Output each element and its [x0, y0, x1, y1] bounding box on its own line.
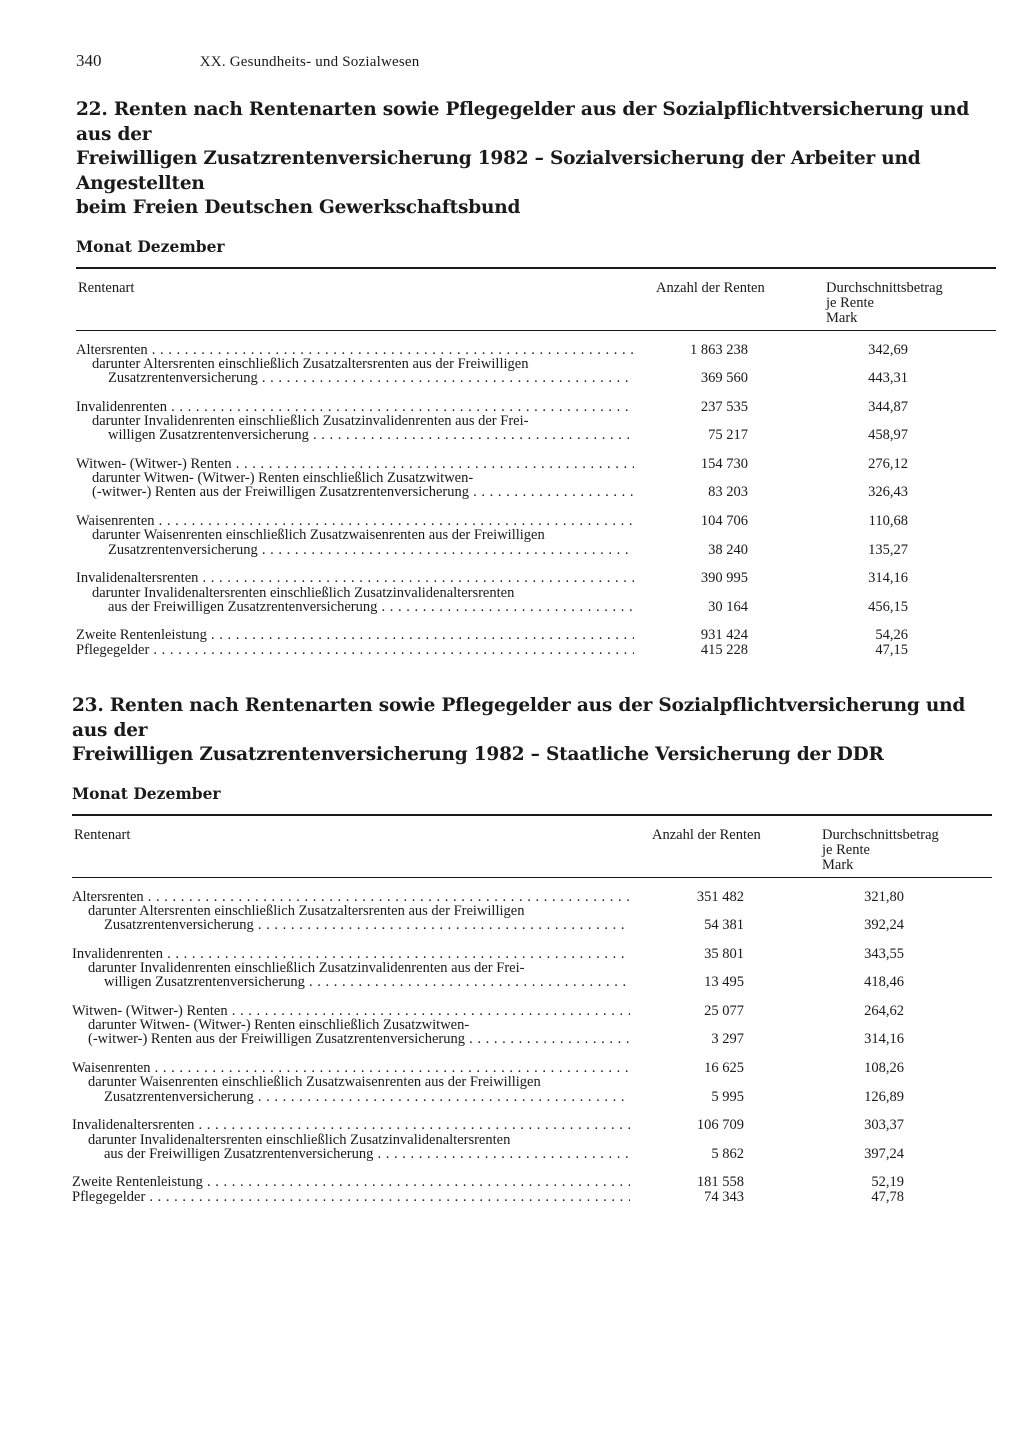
period-label: Monat Dezember [72, 783, 221, 803]
count-cell: 1 863 238 [690, 341, 748, 358]
title-line: Freiwilligen Zusatzrentenversicherung 1982 – Sozialversicherung der Arbeiter und Angestellten [76, 148, 921, 194]
table-row [72, 1147, 992, 1161]
count-cell: 75 217 [708, 427, 748, 444]
row-label: (-witwer-) Renten aus der Freiwilligen Zusatzrentenversicherung . . . [92, 485, 634, 499]
row-label: aus der Freiwilligen Zusatzrentenversicherung . . . [104, 1147, 630, 1161]
row-label: Invalidenaltersrenten . . . [72, 1118, 630, 1132]
table-row [76, 571, 996, 585]
row-label: darunter Waisenrenten einschließlich Zusatzwaisenrenten aus der Freiwilligen [92, 528, 545, 543]
table-row [76, 357, 996, 371]
row-label: darunter Invalidenrenten einschließlich Zusatzinvalidenrenten aus der Frei- [92, 413, 529, 429]
count-cell: 5 995 [711, 1088, 744, 1105]
column-header-rentenart: Rentenart [74, 826, 131, 843]
row-label: Zweite Rentenleistung . . . [72, 1175, 630, 1189]
table-row [72, 1061, 992, 1075]
count-cell: 35 801 [704, 945, 744, 962]
average-cell: 108,26 [864, 1060, 904, 1077]
table-row [72, 1090, 992, 1104]
table-row [72, 904, 992, 918]
table-row [76, 628, 996, 642]
average-cell: 326,43 [868, 484, 908, 501]
count-cell: 3 297 [711, 1031, 744, 1048]
table-row [76, 586, 996, 600]
table-header [72, 816, 992, 877]
count-cell: 369 560 [700, 370, 748, 387]
count-cell: 54 381 [704, 917, 744, 934]
table-row [72, 975, 992, 989]
count-cell: 390 995 [700, 570, 748, 587]
average-cell: 52,19 [871, 1174, 904, 1191]
table-row [76, 414, 996, 428]
count-cell: 415 228 [700, 641, 748, 658]
average-cell: 342,69 [868, 341, 908, 358]
table-row [76, 514, 996, 528]
row-label: willigen Zusatzrentenversicherung . . . [104, 975, 630, 989]
count-cell: 30 164 [708, 598, 748, 615]
table-row [76, 371, 996, 385]
average-cell: 458,97 [868, 427, 908, 444]
table-row [72, 1018, 992, 1032]
count-cell: 25 077 [704, 1002, 744, 1019]
row-label: Pflegegelder . . . [76, 643, 634, 657]
count-cell: 181 558 [696, 1174, 744, 1191]
table-row [76, 428, 996, 442]
average-cell: 321,80 [864, 888, 904, 905]
table-row [72, 1133, 992, 1147]
table-row [76, 528, 996, 542]
table-row [72, 1190, 992, 1204]
average-cell: 443,31 [868, 370, 908, 387]
average-cell: 397,24 [864, 1145, 904, 1162]
table-row [76, 457, 996, 471]
table-row [72, 918, 992, 932]
table-row [72, 1118, 992, 1132]
column-header-average: Durchschnittsbetrag je Rente Mark [826, 279, 943, 326]
table-22 [76, 98, 996, 657]
average-cell: 47,78 [871, 1188, 904, 1205]
table-row [76, 485, 996, 499]
row-label: Invalidenaltersrenten . . . [76, 571, 634, 585]
count-cell: 237 535 [700, 398, 748, 415]
row-label: Zusatzrentenversicherung . . . [108, 371, 634, 385]
row-label: darunter Altersrenten einschließlich Zusatzaltersrenten aus der Freiwilligen [92, 356, 529, 372]
count-cell: 83 203 [708, 484, 748, 501]
column-header-count: Anzahl der Renten [652, 826, 761, 843]
row-label: (-witwer-) Renten aus der Freiwilligen Zusatzrentenversicherung . . . [88, 1032, 630, 1046]
row-label: Altersrenten . . . [76, 343, 634, 357]
average-cell: 314,16 [868, 570, 908, 587]
count-cell: 13 495 [704, 974, 744, 991]
average-cell: 126,89 [864, 1088, 904, 1105]
count-cell: 16 625 [704, 1060, 744, 1077]
row-label: darunter Waisenrenten einschließlich Zusatzwaisenrenten aus der Freiwilligen [88, 1075, 541, 1090]
average-cell: 314,16 [864, 1031, 904, 1048]
row-label: darunter Invalidenrenten einschließlich Zusatzinvalidenrenten aus der Frei- [88, 960, 525, 976]
title-line: 23. Renten nach Rentenarten sowie Pflegegelder aus der Sozialpflichtversicherung und aus der [72, 695, 966, 741]
running-header [76, 50, 956, 72]
row-label: darunter Invalidenaltersrenten einschließlich Zusatzinvalidenaltersrenten [88, 1132, 511, 1147]
table-title [72, 694, 992, 768]
row-label: Zusatzrentenversicherung . . . [104, 1090, 630, 1104]
count-cell: 154 730 [700, 455, 748, 472]
table-row [72, 890, 992, 904]
row-label: darunter Witwen- (Witwer-) Renten einschließlich Zusatzwitwen- [88, 1018, 470, 1033]
title-line: 22. Renten nach Rentenarten sowie Pflegegelder aus der Sozialpflichtversicherung und aus der [76, 99, 970, 145]
count-cell: 5 862 [711, 1145, 744, 1162]
row-label: Altersrenten . . . [72, 890, 630, 904]
row-label: Invalidenrenten . . . [76, 400, 634, 414]
title-line: beim Freien Deutschen Gewerkschaftsbund [76, 197, 521, 218]
table-row [72, 947, 992, 961]
row-label: willigen Zusatzrentenversicherung . . . [108, 428, 634, 442]
page-number: 340 [76, 51, 102, 70]
row-label: Zusatzrentenversicherung . . . [108, 543, 634, 557]
title-line: Freiwilligen Zusatzrentenversicherung 1982 – Staatliche Versicherung der DDR [72, 744, 884, 765]
row-label: darunter Witwen- (Witwer-) Renten einschließlich Zusatzwitwen- [92, 471, 474, 486]
average-cell: 47,15 [875, 641, 908, 658]
row-label: Waisenrenten . . . [76, 514, 634, 528]
table-header [76, 269, 996, 330]
average-cell: 54,26 [875, 627, 908, 644]
average-cell: 456,15 [868, 598, 908, 615]
average-cell: 264,62 [864, 1002, 904, 1019]
table-body [72, 878, 992, 1205]
column-header-average: Durchschnittsbetrag je Rente Mark [822, 826, 939, 873]
table-row [76, 400, 996, 414]
average-cell: 418,46 [864, 974, 904, 991]
column-header-count: Anzahl der Renten [656, 279, 765, 296]
table-row [76, 600, 996, 614]
row-label: Zusatzrentenversicherung . . . [104, 918, 630, 932]
table-body [76, 331, 996, 658]
row-label: Waisenrenten . . . [72, 1061, 630, 1075]
row-label: darunter Invalidenaltersrenten einschließlich Zusatzinvalidenaltersrenten [92, 585, 515, 600]
table-row [72, 961, 992, 975]
count-cell: 104 706 [700, 513, 748, 530]
row-label: aus der Freiwilligen Zusatzrentenversicherung . . . [108, 600, 634, 614]
row-label: Invalidenrenten . . . [72, 947, 630, 961]
average-cell: 344,87 [868, 398, 908, 415]
table-row [76, 543, 996, 557]
row-label: Zweite Rentenleistung . . . [76, 628, 634, 642]
row-label: darunter Altersrenten einschließlich Zusatzaltersrenten aus der Freiwilligen [88, 903, 525, 919]
count-cell: 38 240 [708, 541, 748, 558]
table-row [76, 643, 996, 657]
row-label: Witwen- (Witwer-) Renten . . . [72, 1004, 630, 1018]
table-row [72, 1004, 992, 1018]
table-row [76, 471, 996, 485]
column-header-rentenart: Rentenart [78, 279, 135, 296]
row-label: Witwen- (Witwer-) Renten . . . [76, 457, 634, 471]
table-row [76, 343, 996, 357]
table-row [72, 1032, 992, 1046]
section-heading: XX. Gesundheits- und Sozialwesen [199, 54, 420, 70]
table-23 [72, 694, 992, 1204]
row-label: Pflegegelder . . . [72, 1190, 630, 1204]
average-cell: 110,68 [868, 513, 908, 530]
count-cell: 351 482 [696, 888, 744, 905]
average-cell: 135,27 [868, 541, 908, 558]
average-cell: 303,37 [864, 1117, 904, 1134]
count-cell: 931 424 [700, 627, 748, 644]
average-cell: 392,24 [864, 917, 904, 934]
count-cell: 74 343 [704, 1188, 744, 1205]
table-row [72, 1075, 992, 1089]
average-cell: 343,55 [864, 945, 904, 962]
period-label: Monat Dezember [76, 236, 225, 256]
count-cell: 106 709 [696, 1117, 744, 1134]
table-row [72, 1175, 992, 1189]
table-title [76, 98, 996, 221]
average-cell: 276,12 [868, 455, 908, 472]
